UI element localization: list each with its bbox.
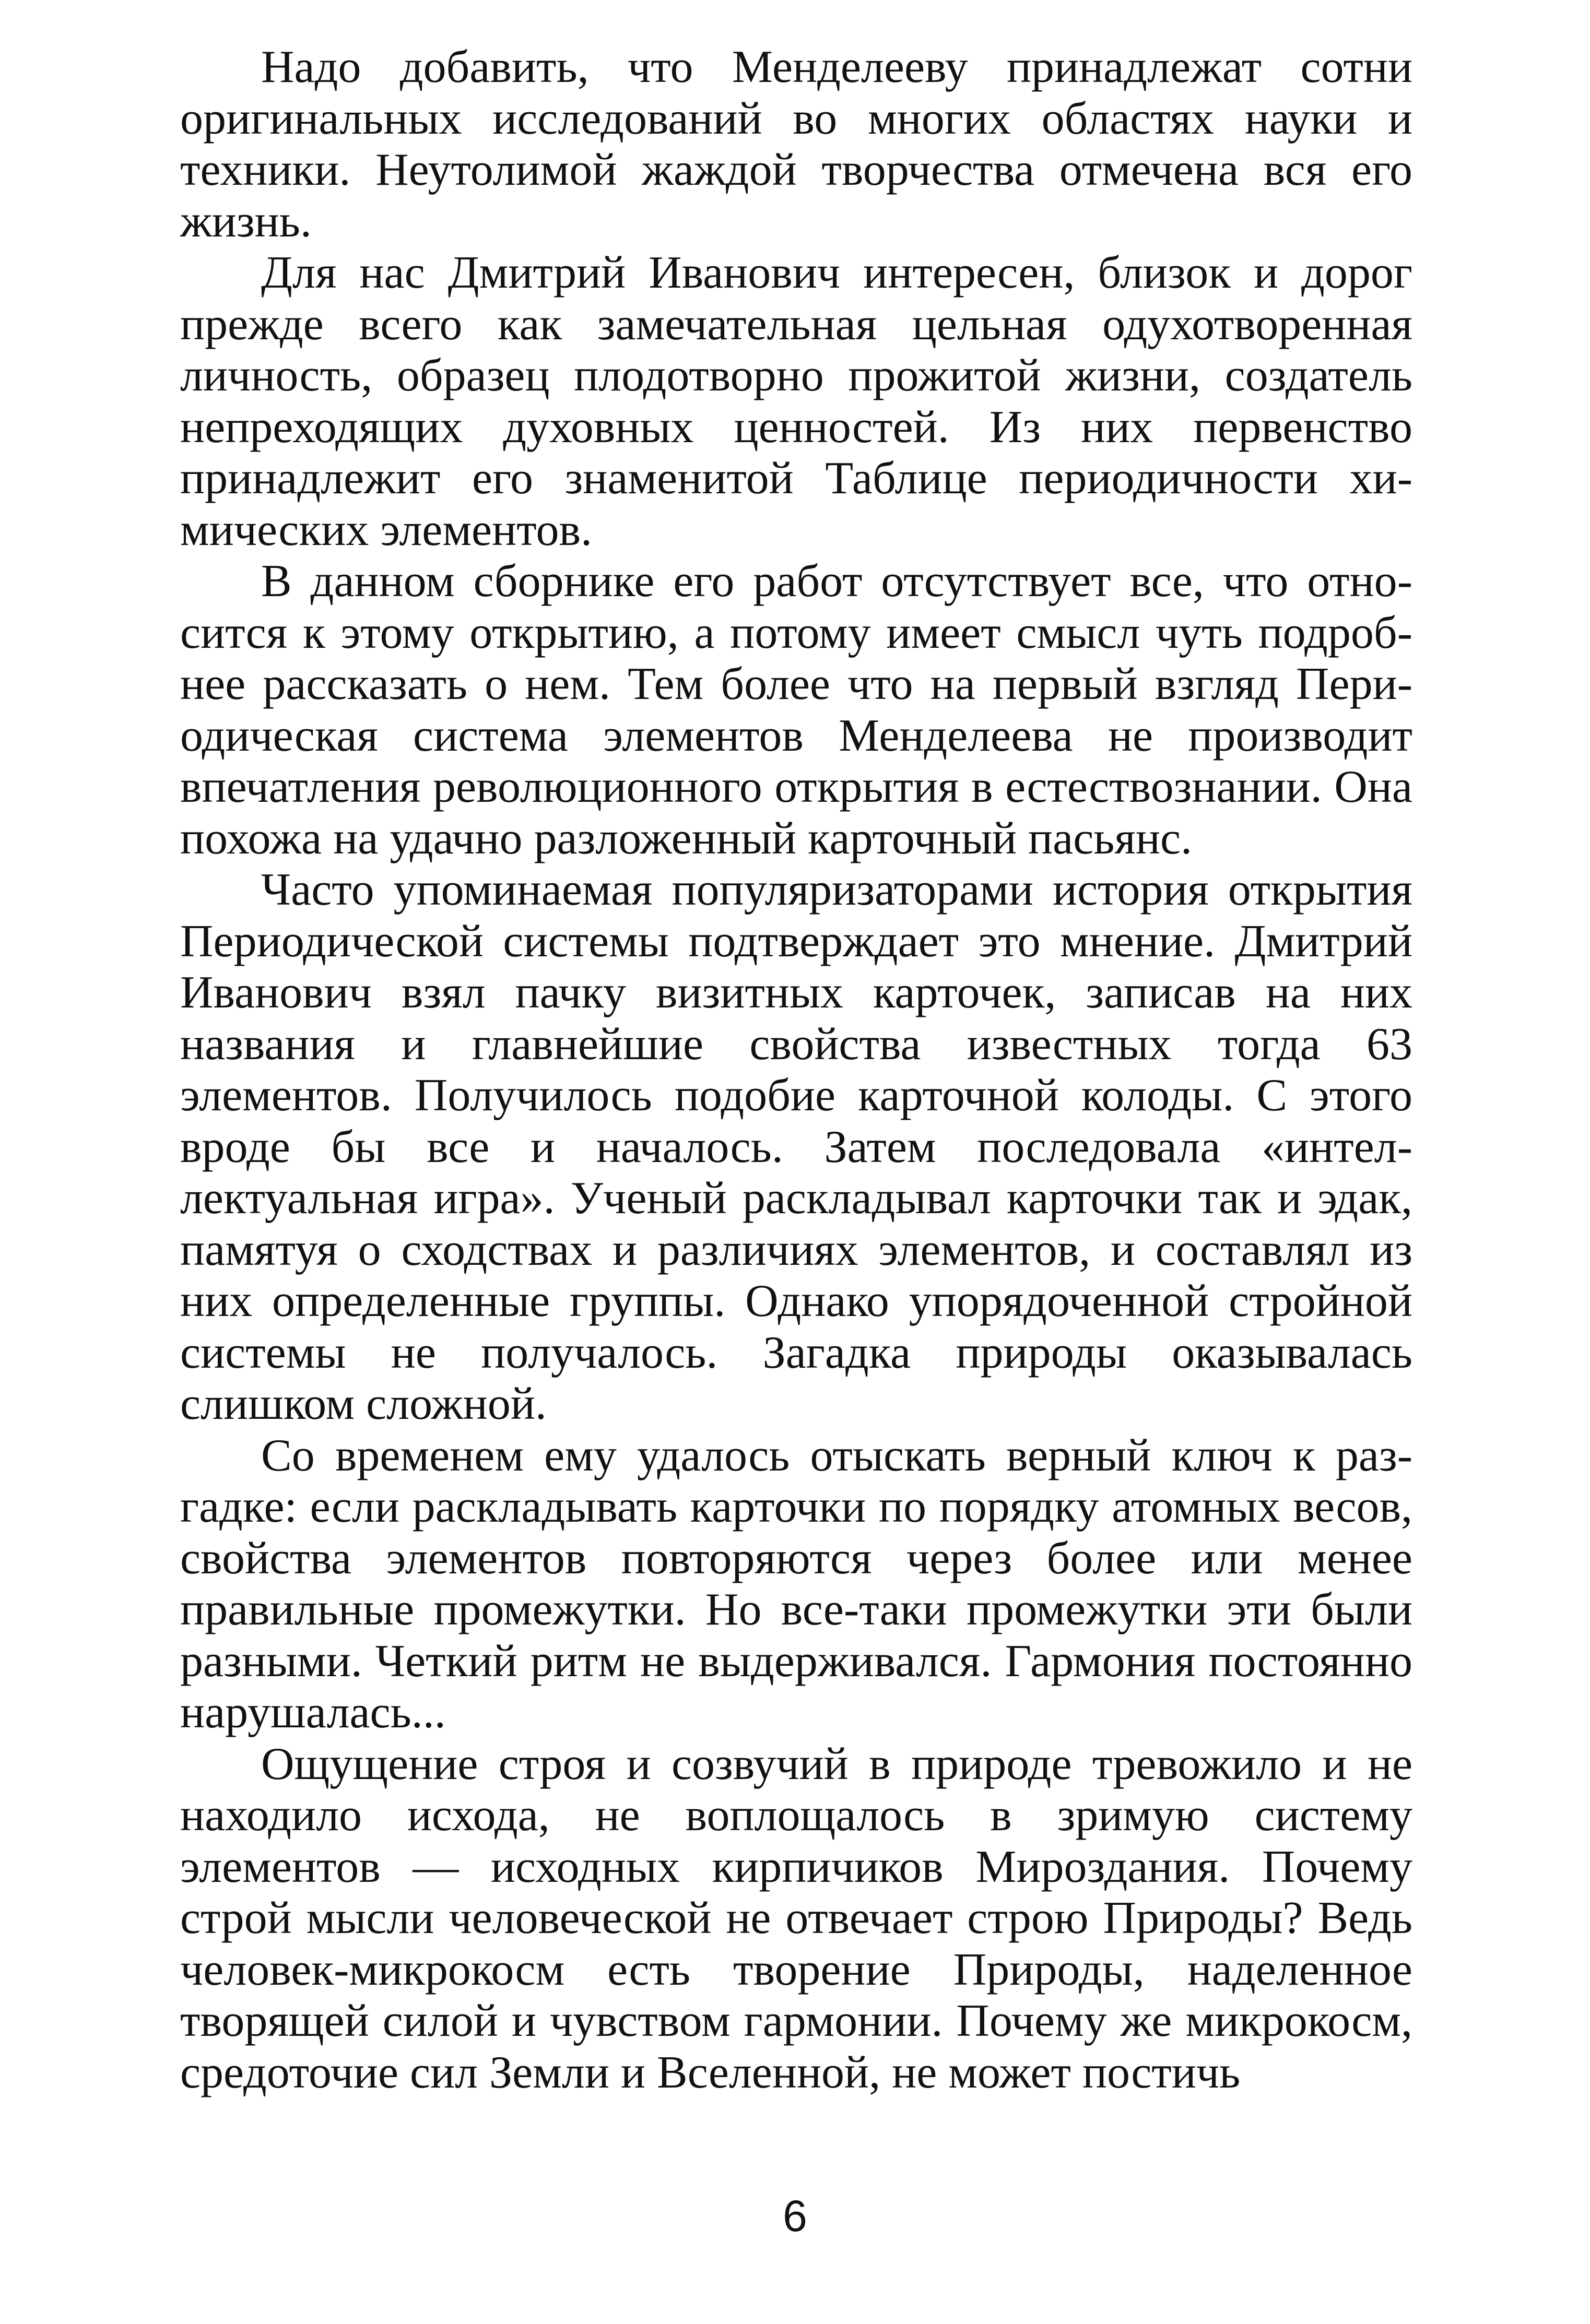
paragraph-5: Со временем ему удалось отыскать верный ключ к разгадке: если раскладывать карточки по порядку атомных весов, свойства элементов повторяются через более или менее правильные промежутки. Но все-таки промежутки эти были разными. Четкий ритм не выдерживался. Гармония постоянно нарушалась... [180,1430,1412,1738]
paragraph-3: В данном сборнике его работ отсутствует все, что относится к этому открытию, а потому имеет смысл чуть подробнее рассказать о нем. Тем более что на первый взгляд Периодическая система элементов Менделеева не производит впечатления революционного открытия в естествознании. Она похожа на удачно разложенный карточный пасьянс. [180,556,1412,864]
paragraph-2: Для нас Дмитрий Иванович интересен, близок и дорог прежде всего как замечательная цельная одухотворенная личность, образец плодотворно прожитой жизни, создатель непреходящих духовных ценностей. Из них первенство принадлежит его знаменитой Таблице периодичности химических элементов. [180,247,1412,555]
paragraph-6: Ощущение строя и созвучий в природе тревожило и не находило исхода, не воплощалось в зримую систему элементов — исходных кирпичиков Мироздания. Почему строй мысли человеческой не отвечает строю Природы? Ведь человек-микрокосм есть творение Природы, наделенное творящей силой и чувством гармонии. Почему же микрокосм, средоточие сил Земли и Вселенной, не может постичь [180,1738,1412,2098]
paragraph-1: Надо добавить, что Менделееву принадлежат сотни оригинальных исследований во многих областях науки и техники. Неутолимой жаждой творчества отмечена вся его жизнь. [180,42,1412,247]
page-number: 6 [783,2191,807,2240]
paragraph-4: Часто упоминаемая популяризаторами история открытия Периодической системы подтверждает это мнение. Дмитрий Иванович взял пачку визитных карточек, записав на них названия и главнейшие свойства известных тогда 63 элементов. Получилось подобие карточной колоды. С этого вроде бы все и началось. Затем последовала «интеллектуальная игра». Ученый раскладывал карточки так и эдак, памятуя о сходствах и различиях элементов, и составлял из них определенные группы. Однако упорядоченной стройной системы не получалось. Загадка природы оказывалась слишком сложной. [180,864,1412,1429]
body-text [180,42,1412,2098]
